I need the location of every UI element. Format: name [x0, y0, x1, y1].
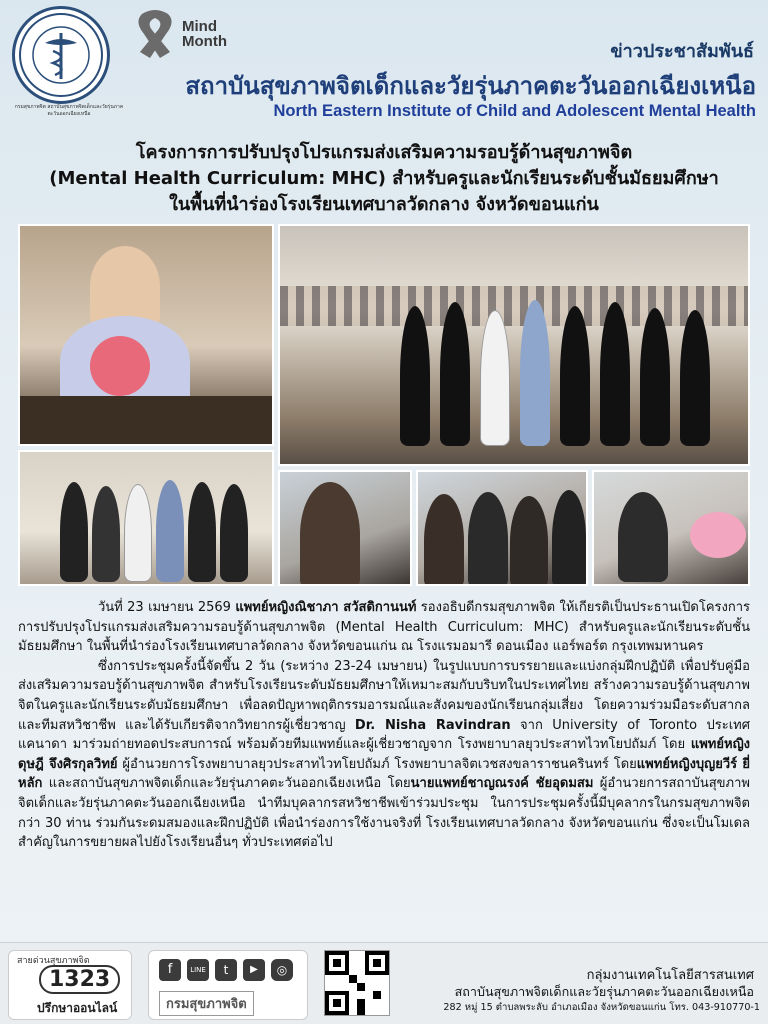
ministry-logo	[12, 6, 110, 104]
facebook-icon[interactable]: f	[159, 959, 181, 981]
hotline-top: สายด่วนสุขภาพจิต	[17, 956, 90, 966]
logo-subtext: กรมสุขภาพจิต สถาบันสุขภาพจิตเด็กและวัยรุ่นภาคตะวันออกเฉียงเหนือ	[14, 104, 124, 117]
name-deputy-director: แพทย์หญิงณิชาภา สวัสดิกานนท์	[235, 600, 417, 615]
name-speaker: Dr. Nisha Ravindran	[354, 717, 511, 733]
paragraph-1: วันที่ 23 เมษายน 2569 แพทย์หญิงณิชาภา สวัสดิกานนท์ รองอธิบดีกรมสุขภาพจิต ให้เกียรติเป็นประธานเปิดโครงการการปรับปรุงโปรแกรมส่งเสริมความรอบรู้ด้านสุขภาพจิต (Mental Health Curriculum: MHC) สำหรับครูและนักเรียนระดับชั้นมัธยมศึกษา ในพื้นที่นำร่องโรงเรียนเทศบาลวัดกลาง จังหวัดขอนแก่น ณ โรงแรมอมารี ดอนเมือง แอร์พอร์ต กรุงเทพมหานคร	[18, 600, 751, 655]
hotline-number: 1323	[39, 965, 120, 994]
title-line-2: (Mental Health Curriculum: MHC) สำหรับครูและนักเรียนระดับชั้นมัธยมศึกษา	[49, 168, 719, 189]
photo-chairperson	[18, 224, 274, 446]
photo-group-large	[278, 224, 750, 466]
photo-group-small	[18, 450, 274, 586]
hotline-card	[8, 950, 132, 1020]
institute-name-th: สถาบันสุขภาพจิตเด็กและวัยรุ่นภาคตะวันออกเฉียงเหนือ	[185, 72, 756, 100]
footer-department: กลุ่มงานเทคโนโลยีสารสนเทศ	[586, 968, 754, 983]
mind-month-text: Mind Month	[182, 18, 227, 50]
hotline-bottom: ปรึกษาออนไลน์	[37, 1001, 118, 1015]
article-body	[18, 598, 750, 853]
photo-participants-2	[416, 470, 588, 586]
name-doctor: แพทย์หญิงบุญยวีร์ ยี่หลัก	[18, 756, 751, 792]
qr-code-icon	[325, 951, 389, 1015]
footer-address: 282 หมู่ 15 ตำบลพระลับ อำเภอเมือง จังหวัดขอนแก่น โทร. 043-910770-1	[443, 1002, 760, 1013]
photo-speaker	[592, 470, 750, 586]
title-line-3: ในพื้นที่นำร่องโรงเรียนเทศบาลวัดกลาง จังหวัดขอนแก่น	[169, 194, 599, 215]
instagram-icon[interactable]: ◎	[271, 959, 293, 981]
institute-name-en: North Eastern Institute of Child and Adolescent Mental Health	[273, 102, 756, 120]
paragraph-2: ซึ่งการประชุมครั้งนี้จัดขึ้น 2 วัน (ระหว่าง 23-24 เมษายน) ในรูปแบบการบรรยายและแบ่งกลุ่มฝึกปฏิบัติ เพื่อปรับคู่มือส่งเสริมความรอบรู้ด้านสุขภาพจิต สำหรับโรงเรียนระดับมัธยมศึกษาให้เหมาะสมกับบริบทในประเทศไทย สร้างความรอบรู้ด้านสุขภาพจิตในครูและนักเรียนระดับมัธยมศึกษา เพื่อลดปัญหาพฤติกรรมอารมณ์และสังคมของนักเรียนกลุ่มเสี่ยง โดยความร่วมมือระดับสากลและทีมสหวิชาชีพ และได้รับเกียรติจากวิทยากรผู้เชี่ยวชาญ Dr. Nisha Ravindran จาก University of Toronto ประเทศแคนาดา มาร่วมถ่ายทอดประสบการณ์ พร้อมด้วยทีมแพทย์และผู้เชี่ยวชาญจาก โรงพยาบาลยุวประสาทไวทโยปถัมภ์ โดย แพทย์หญิงดุษฎี จึงศิรกุลวิทย์ ผู้อำนวยการโรงพยาบาลยุวประสาทไวทโยปถัมภ์ โรงพยาบาลจิตเวชสงขลาราชนครินทร์ โดยแพทย์หญิงบุญยวีร์ ยี่หลัก และสถาบันสุขภาพจิตเด็กและวัยรุ่นภาคตะวันออกเฉียงเหนือ โดยนายแพทย์ชาญณรงค์ ชัยอุดมสม ผู้อำนวยการสถาบันสุขภาพจิตเด็กและวัยรุ่นภาคตะวันออกเฉียงเหนือ นำทีมบุคลากรสหวิชาชีพเข้าร่วมประชุม ในการประชุมครั้งนี้มีบุคลากรในกรมสุขภาพจิตกว่า 30 ท่าน ร่วมกันระดมสมองและฝึกปฏิบัติ เพื่อนำร่องการใช้งานจริงที่ โรงเรียนเทศบาลวัดกลาง จังหวัดขอนแก่น ซึ่งจะเป็นโมเดลสำคัญในการขยายผลไปยังโรงเรียนอื่นๆ ทั่วประเทศต่อไป	[18, 658, 751, 851]
footer-institute: สถาบันสุขภาพจิตเด็กและวัยรุ่นภาคตะวันออกเฉียงเหนือ	[454, 984, 754, 999]
project-title	[0, 140, 768, 218]
line-icon[interactable]: LINE	[187, 959, 209, 981]
social-card	[148, 950, 308, 1020]
twitter-icon[interactable]: t	[215, 959, 237, 981]
dmh-label: กรมสุขภาพจิต	[159, 991, 254, 1016]
name-institute-director: นายแพทย์ชาญณรงค์ ชัยอุดมสม	[410, 776, 594, 792]
news-label: ข่าวประชาสัมพันธ์	[610, 41, 754, 62]
youtube-icon[interactable]: ▶	[243, 959, 265, 981]
photo-participant-1	[278, 470, 412, 586]
title-line-1: โครงการการปรับปรุงโปรแกรมส่งเสริมความรอบรู้ด้านสุขภาพจิต	[135, 142, 633, 163]
name-hospital-director: แพทย์หญิงดุษฎี จึงศิรกุลวิทย์	[18, 737, 750, 772]
qr-code[interactable]	[324, 950, 390, 1016]
ribbon-icon	[132, 8, 178, 60]
mind-month-logo	[132, 8, 238, 60]
caduceus-icon	[31, 25, 91, 85]
